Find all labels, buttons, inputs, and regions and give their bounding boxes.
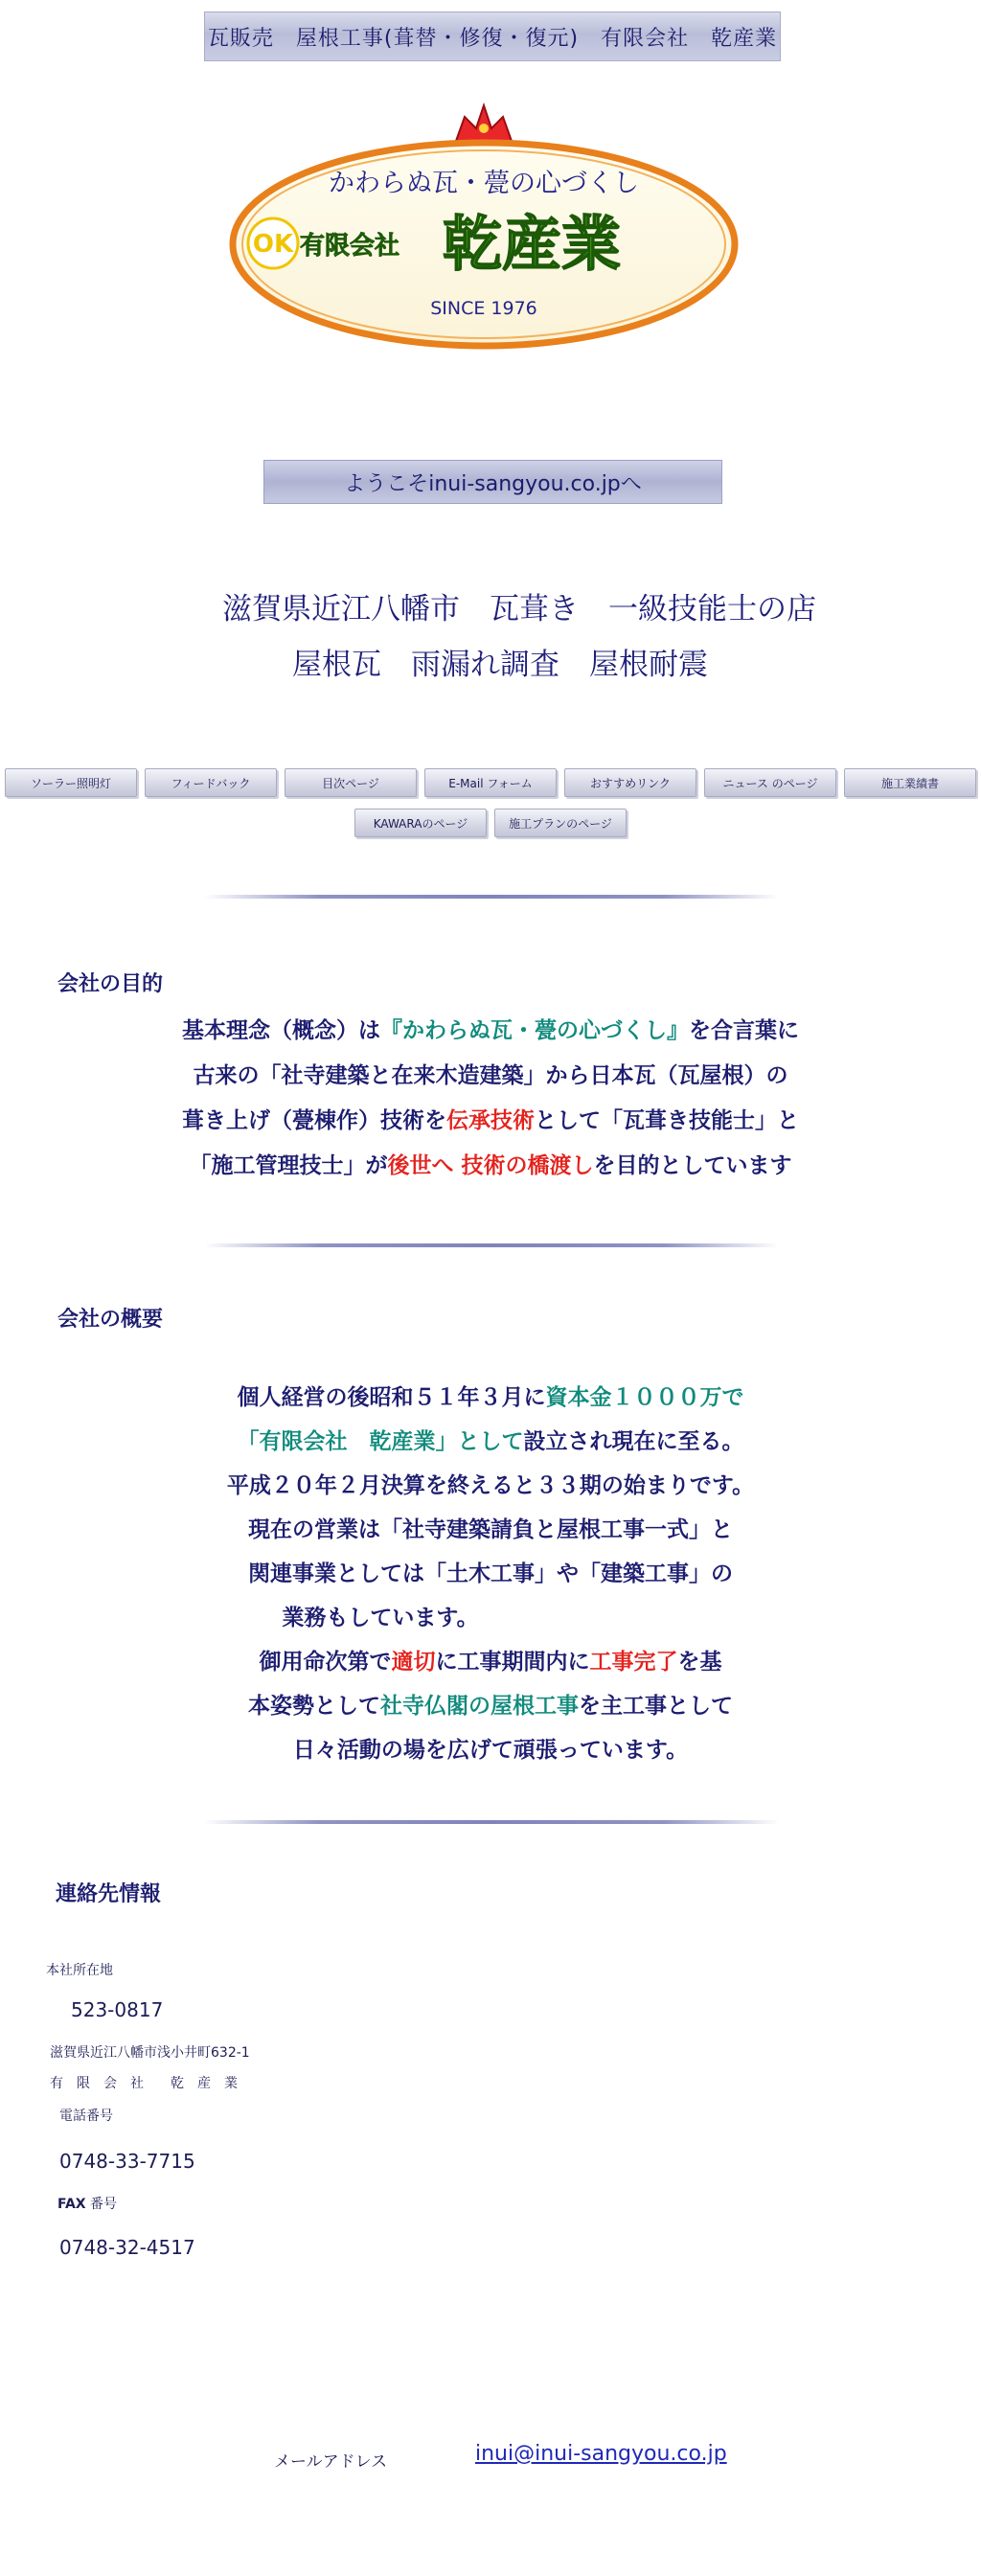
divider-3 [204, 1820, 779, 1824]
phone-number: 0748-33-7715 [59, 2150, 195, 2173]
fax-number: 0748-32-4517 [59, 2236, 195, 2259]
overview-line-9: 日々活動の場を広げて頑張っています。 [292, 1738, 689, 1763]
nav-toc[interactable]: 目次ページ [285, 768, 417, 797]
email-label: メールアドレス [274, 2452, 388, 2472]
overview-line-6: 業務もしています。 [282, 1606, 479, 1630]
top-banner-text: 瓦販売 屋根工事(葺替・修復・復元) 有限会社 乾産業 [207, 26, 778, 51]
nav-plan[interactable]: 施工プランのページ [494, 809, 627, 837]
company-name: 有 限 会 社 乾 産 業 [50, 2076, 238, 2091]
overview-line-7: 御用命次第で適切に工事期間内に工事完了を基 [259, 1650, 722, 1675]
top-banner [204, 11, 781, 61]
fax-label: FAX 番号 [57, 2197, 118, 2212]
purpose-line-1: 基本理念（概念）は『かわらぬ瓦・甍の心づくし』を合言葉に [182, 1018, 799, 1043]
purpose-title: 会社の目的 [57, 972, 164, 996]
nav-row-1 [0, 768, 981, 797]
nav-news[interactable]: ニュース のページ [704, 768, 836, 797]
email-link[interactable]: inui@inui-sangyou.co.jp [475, 2442, 727, 2466]
svg-text:OK: OK [252, 230, 294, 259]
tagline-line2: 屋根瓦 雨漏れ調査 屋根耐震 [292, 648, 708, 682]
overview-line-5: 関連事業としては「土木工事」や「建築工事」の [248, 1562, 733, 1586]
logo-slogan: かわらぬ瓦・甍の心づくし [329, 169, 639, 198]
divider-1 [204, 895, 779, 899]
nav-row-2 [0, 809, 981, 837]
contact-title: 連絡先情報 [56, 1882, 162, 1906]
crest-icon [455, 105, 513, 144]
nav-links[interactable]: おすすめリンク [564, 768, 696, 797]
overview-line-1: 個人経営の後昭和５１年３月に資本金１０００万で [237, 1385, 744, 1410]
address: 滋賀県近江八幡市浅小井町632-1 [50, 2045, 250, 2061]
logo-since: SINCE 1976 [430, 298, 537, 319]
purpose-line-4: 「施工管理技士」が後世へ 技術の橋渡しを目的としています [189, 1153, 792, 1178]
hq-label: 本社所在地 [46, 1963, 113, 1978]
tagline-line1: 滋賀県近江八幡市 瓦葺き 一級技能士の店 [222, 592, 816, 627]
nav-works[interactable]: 施工業績書 [844, 768, 976, 797]
overview-line-2: 「有限会社 乾産業」として設立され現在に至る。 [237, 1429, 744, 1454]
logo-company-name: 乾産業 [442, 209, 622, 279]
overview-line-3: 平成２０年２月決算を終えると３３期の始まりです。 [226, 1473, 755, 1498]
logo-graphic [225, 96, 742, 364]
logo-company-prefix: 有限会社 [299, 232, 400, 261]
nav-feedback[interactable]: フィードバック [145, 768, 277, 797]
nav-email-form[interactable]: E-Mail フォーム [424, 768, 557, 797]
overview-title: 会社の概要 [57, 1308, 164, 1332]
overview-body [0, 1376, 981, 1772]
purpose-line-3: 葺き上げ（甍棟作）技術を伝承技術として「瓦葺き技能士」と [182, 1108, 799, 1133]
overview-line-8: 本姿勢として社寺仏閣の屋根工事を主工事として [248, 1694, 733, 1719]
welcome-banner [263, 460, 722, 504]
nav-kawara[interactable]: KAWARAのページ [354, 809, 487, 837]
nav-solar-light[interactable]: ソーラー照明灯 [5, 768, 137, 797]
postal-code: 523-0817 [71, 1998, 164, 2021]
welcome-text: ようこそinui-sangyou.co.jpへ [344, 471, 642, 496]
overview-line-4: 現在の営業は「社寺建築請負と屋根工事一式」と [248, 1517, 733, 1542]
purpose-body [0, 1009, 981, 1189]
phone-label: 電話番号 [59, 2109, 113, 2124]
divider-2 [204, 1243, 779, 1247]
company-logo [225, 96, 742, 364]
purpose-line-2: 古来の「社寺建築と在来木造建築」から日本瓦（瓦屋根）の [193, 1063, 788, 1088]
ok-monogram-icon [248, 218, 298, 268]
